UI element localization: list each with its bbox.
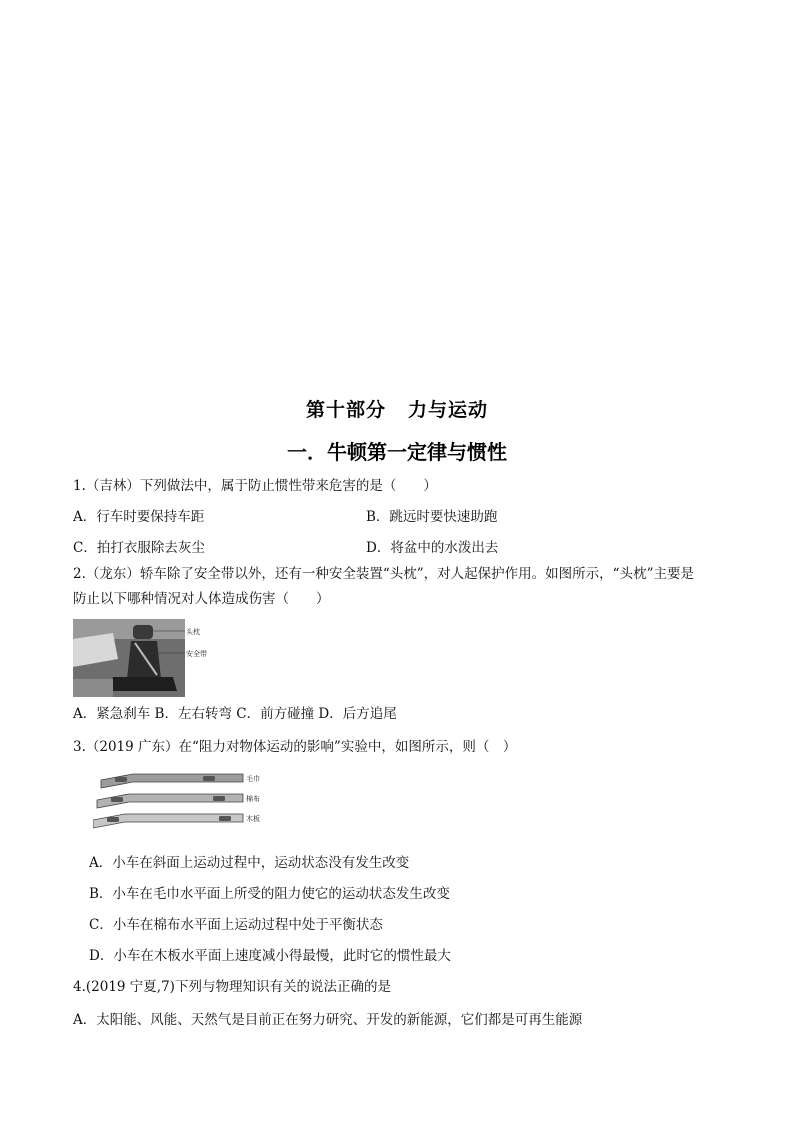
question-4-option-a: A．太阳能、风能、天然气是目前正在努力研究、开发的新能源，它们都是可再生能源 (73, 1012, 583, 1028)
question-3-option-c: C．小车在棉布水平面上运动过程中处于平衡状态 (89, 917, 383, 933)
friction-experiment-figure (93, 770, 273, 838)
question-3-option-d: D．小车在木板水平面上速度减小得最慢，此时它的惯性最大 (89, 948, 451, 964)
part-title-number: 第十部分 (305, 399, 386, 421)
question-1-option-d: D．将盆中的水泼出去 (366, 540, 499, 556)
board-label: 木板 (246, 815, 260, 823)
dashboard-shape (73, 679, 113, 697)
question-3-option-a: A．小车在斜面上运动过程中，运动状态没有发生改变 (89, 855, 410, 871)
question-1-option-c: C．拍打衣服除去灰尘 (73, 540, 205, 556)
question-4-stem: 4.(2019 宁夏,7)下列与物理知识有关的说法正确的是 (73, 979, 391, 995)
question-1-stem: 1.（吉林）下列做法中，属于防止惯性带来危害的是（ ） (73, 478, 437, 494)
question-3-stem: 3.（2019 广东）在“阻力对物体运动的影响”实验中，如图所示，则（ ） (73, 739, 517, 755)
headrest-shape (133, 625, 153, 639)
question-3-option-b: B．小车在毛巾水平面上所受的阻力使它的运动状态发生改变 (89, 886, 450, 902)
headrest-label: 头枕 (186, 628, 200, 636)
question-1-option-a: A．行车时要保持车距 (73, 509, 205, 525)
question-1-option-b: B．跳远时要快速助跑 (366, 509, 498, 525)
question-2-options: A．紧急刹车 B．左右转弯 C．前方碰撞 D．后方追尾 (73, 706, 397, 722)
car-roof (73, 619, 185, 639)
section-title: 一．牛顿第一定律与惯性 (287, 440, 507, 464)
seat-cushion-shape (109, 677, 177, 691)
question-2-stem-line-2: 防止以下哪种情况对人体造成伤害（ ） (73, 591, 330, 607)
car-seat-figure (73, 619, 213, 697)
seatbelt-label: 安全带 (186, 650, 207, 658)
towel-label: 毛巾 (246, 775, 260, 783)
ramp-board (93, 814, 243, 828)
question-2-stem-line-1: 2.（龙东）轿车除了安全带以外，还有一种安全装置“头枕”，对人起保护作用。如图所示，“头枕”主要是 (73, 566, 694, 582)
ramp-cotton (97, 794, 243, 808)
part-title-topic: 力与运动 (408, 399, 489, 421)
ramp-towel (101, 774, 243, 788)
part-title (0, 395, 794, 422)
cotton-label: 棉布 (246, 795, 260, 803)
